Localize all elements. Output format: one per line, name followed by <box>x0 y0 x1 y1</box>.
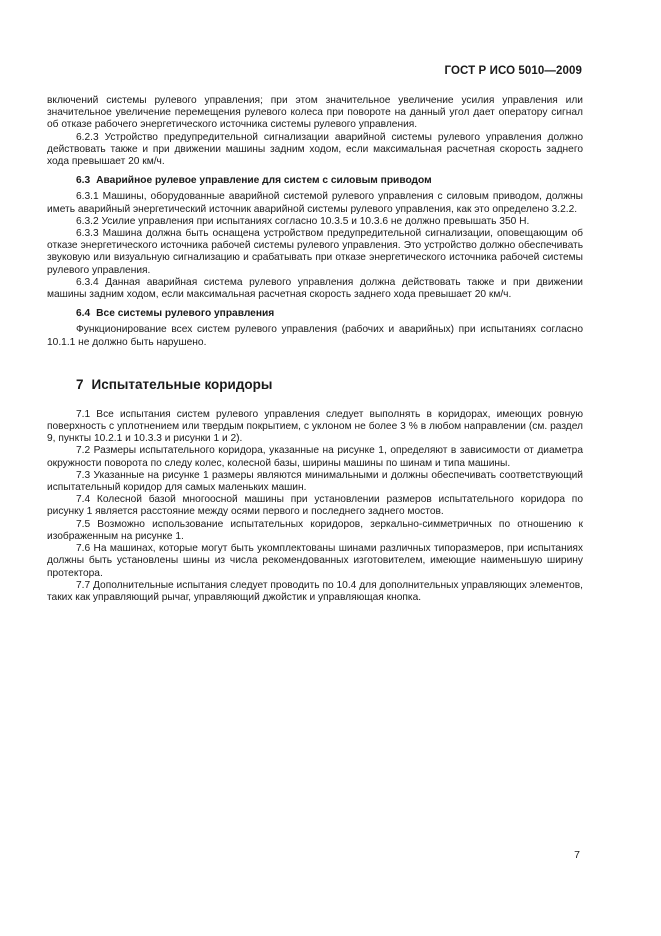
paragraph-6-3-2: 6.3.2 Усилие управления при испытаниях согласно 10.3.5 и 10.3.6 не должно превышать 350 Н. <box>76 215 530 227</box>
paragraph-7-7: 7.7 Дополнительные испытания следует проводить по 10.4 для дополнительных управляющих элементов, таких как управляющий рычаг, управляющий джойстик и управляющая кнопка. <box>47 579 583 603</box>
subsection-title: Все системы рулевого управления <box>96 308 275 320</box>
subsection-heading-6-4 <box>47 308 583 320</box>
paragraph-6-3-4: 6.3.4 Данная аварийная система рулевого управления должна действовать также и при движении машины задним ходом, если максимальная расчетная скорость заднего хода превышает 20 км/ч. <box>47 276 583 301</box>
subsection-heading-6-3 <box>47 175 583 187</box>
paragraph-7-3: 7.3 Указанные на рисунке 1 размеры являются минимальными и должны обеспечивать соответствующий испытательный коридор для самых маленьких машин. <box>47 469 583 494</box>
paragraph-7-1: 7.1 Все испытания систем рулевого управления следует выполнять в коридорах, имеющих ровную поверхность с уплотнением или твердым покрытием, с уклоном не более 3 % в любом направлении (см. раздел 9, пункты 10.2.1 и 10.3.3 и рисунки 1 и 2). <box>47 408 583 445</box>
paragraph-6-3-1: 6.3.1 Машины, оборудованные аварийной системой рулевого управления с силовым приводом, должны иметь аварийный энергетический источник аварийной системы рулевого управления, как это определено 3.2.2. <box>47 191 583 215</box>
paragraph-7-6: 7.6 На машинах, которые могут быть укомплектованы шинами различных типоразмеров, при испытаниях должны быть установлены шины из числа рекомендованных изготовителем, имеющие наименьшую ширину протектора. <box>47 543 583 579</box>
paragraph-continued: включений системы рулевого управления; при этом значительное увеличение усилия управления или значительное увеличение перемещения рулевого колеса при повороте на данный угол дает оператору сигнал об отказе рабочего энергетического источника системы рулевого управления. <box>47 95 583 131</box>
paragraph-6-2-3: 6.2.3 Устройство предупредительной сигнализации аварийной системы рулевого управления должно действовать также и при движении машины задним ходом, если максимальная расчетная скорость заднего хода превышает 20 км/ч. <box>47 131 583 168</box>
section-title: Испытательные коридоры <box>91 376 273 392</box>
document-header: ГОСТ Р ИСО 5010—2009 <box>444 65 582 77</box>
section-heading-7 <box>47 377 583 393</box>
document-body <box>47 95 583 604</box>
subsection-number: 6.3 <box>76 175 91 187</box>
paragraph-7-2: 7.2 Размеры испытательного коридора, указанные на рисунке 1, определяют в зависимости от диаметра окружности поворота по следу колес, колесной базы, ширины машины по шинам и типа машины. <box>47 445 583 469</box>
paragraph-7-4: 7.4 Колесной базой многоосной машины при установлении размеров испытательного коридора по рисунку 1 является расстояние между осями первого и последнего заднего мостов. <box>47 494 583 518</box>
page-number: 7 <box>574 849 580 861</box>
subsection-number: 6.4 <box>76 308 91 320</box>
paragraph-6-4: Функционирование всех систем рулевого управления (рабочих и аварийных) при испытаниях согласно 10.1.1 не должно быть нарушено. <box>47 324 583 348</box>
section-number: 7 <box>76 376 84 392</box>
paragraph-7-5: 7.5 Возможно использование испытательных коридоров, зеркально-симметричных по отношению к изображенным на рисунке 1. <box>47 518 583 542</box>
paragraph-6-3-3: 6.3.3 Машина должна быть оснащена устройством предупредительной сигнализации, оповещающим об отказе энергетического источника рабочей системы рулевого управления. Это устройство должно обеспечивать звуковую или визуальную сигнализацию и срабатывать при отказе энергетического источника рабочей системы рулевого управления. <box>47 228 583 276</box>
subsection-title: Аварийное рулевое управление для систем с силовым приводом <box>96 175 432 187</box>
